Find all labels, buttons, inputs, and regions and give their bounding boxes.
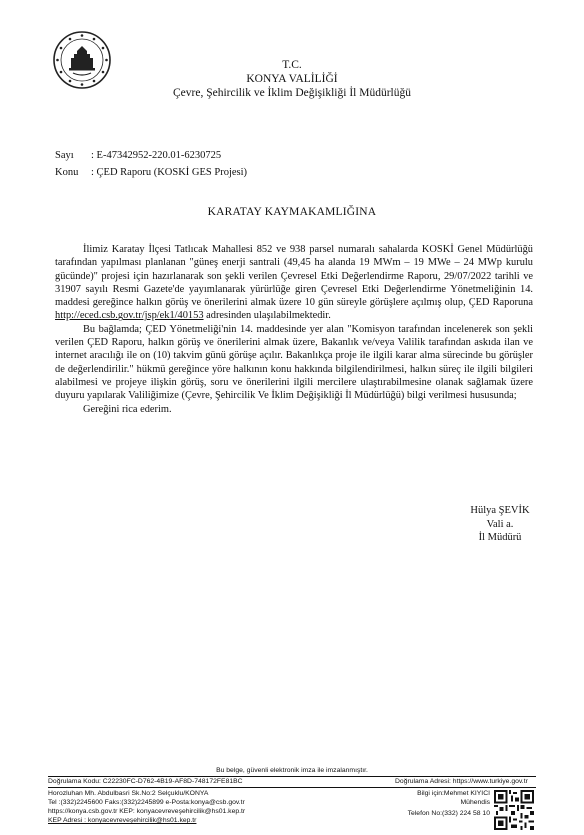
address-line-4: KEP Adresi : konyacevreveşehircilik@hs01.kep.tr: [48, 817, 197, 824]
paragraph-1-text: İlimiz Karatay İlçesi Tatlıcak Mahallesi 852 ve 938 parsel numaralı sahalarda KOSKİ Genel Müdürlüğü tarafından yapılması planlanan "güneş enerji santrali (49,45 ha alanda 19 MWm – 19 MWe – 24 MWp kurulu gücünde)" projesi için hazırlanarak son şekli verilen Çevresel Etki Değerlendirme Raporu, 29/07/2022 tarihli ve 31907 sayılı Resmi Gazete'de yayımlanarak yürürlüğe giren Çevresel Etki Değerlendirme Yönetmeliğinin 14. maddesi gereğince halkın görüş ve önerilerini almak üzere 10 gün süreyle görüşlere açılmış olup, ÇED Raporuna: [55, 244, 533, 309]
header-tc: T.C.: [282, 59, 302, 71]
paragraph-2: Bu bağlamda; ÇED Yönetmeliği'nin 14. maddesinde yer alan "Komisyon tarafından incelenerek son şekli verilen ÇED Raporu, halkın görüş ve önerilerini almak üzere, Bakanlık ve/veya Valilik tarafından askıda ilan ve internet aracılığı ile on (10) takvim günü görüşe açılır. Bakanlıkça proje ile ilgili karar alma sürecinde bu görüşler de değerlendirilir." hükmü gereğince yöre halkının konu hakkında bilgilendirilmesi, halkın süreç ile ilgili bilgileri alabilmesi ve projeye ilişkin görüş, soru ve önerilerini ilgili mercilere ulaştırabilmesine olanak sağlamak üzere duyuru yapılarak Valiliğimize (Çevre, Şehircilik Ve İklim Değişikliği İl Müdürlüğü) bilgi verilmesi hususunda;: [55, 323, 533, 402]
qr-code-icon: [494, 790, 534, 830]
eced-link[interactable]: http://eced.csb.gov.tr/jsp/ek1/40153: [55, 310, 204, 322]
footer-rule-bottom: [48, 787, 536, 788]
header-directorate: Çevre, Şehircilik ve İklim Değişikliği İl Müdürlüğü: [173, 87, 411, 99]
konu-label: Konu: [55, 167, 79, 178]
paragraph-1-tail: adresinden ulaşılabilmektedir.: [206, 310, 331, 322]
verification-address[interactable]: Doğrulama Adresi: https://www.turkiye.gov.tr: [395, 778, 528, 785]
konu-value: : ÇED Raporu (KOSKİ GES Projesi): [91, 167, 248, 178]
signatory-title-2: İl Müdürü: [478, 532, 522, 543]
signatory-title-1: Vali a.: [486, 518, 514, 530]
verification-code: Doğrulama Kodu: C22230FC-D762-4B19-AF8D-748172FE81BC: [48, 778, 243, 785]
letter-body: [55, 243, 533, 416]
paragraph-1: [55, 243, 533, 323]
address-line-3: https://konya.csb.gov.tr KEP: konyacevreveşehircilik@hs01.kep.tr: [48, 808, 246, 815]
sayi-label: Sayı: [55, 150, 74, 161]
contact-phone: Telefon No:(332) 224 58 10: [407, 810, 490, 817]
paragraph-3: Gereğini rica ederim.: [83, 403, 172, 415]
signature-block: [455, 504, 545, 545]
address-line-2: Tel :(332)2245600 Faks:(332)2245899 e-Posta:konya@csb.gov.tr: [48, 799, 245, 806]
meta-konu: [55, 166, 247, 179]
contact-person: Bilgi için:Mehmet KIYICI: [417, 790, 490, 797]
addressee: KARATAY KAYMAKAMLIĞINA: [207, 206, 377, 218]
signatory-name: Hülya ŞEVİK: [470, 505, 530, 516]
header-governorship: KONYA VALİLİĞİ: [246, 73, 338, 85]
sayi-value: : E-47342952-220.01-6230725: [91, 150, 222, 161]
esign-note: Bu belge, güvenli elektronik imza ile imzalanmıştır.: [216, 767, 368, 774]
meta-sayi: [55, 149, 221, 162]
address-line-1: Horozluhan Mh. Abdulbasri Sk.No:2 Selçuklu/KONYA: [48, 790, 209, 797]
contact-title: Mühendis: [460, 799, 490, 806]
